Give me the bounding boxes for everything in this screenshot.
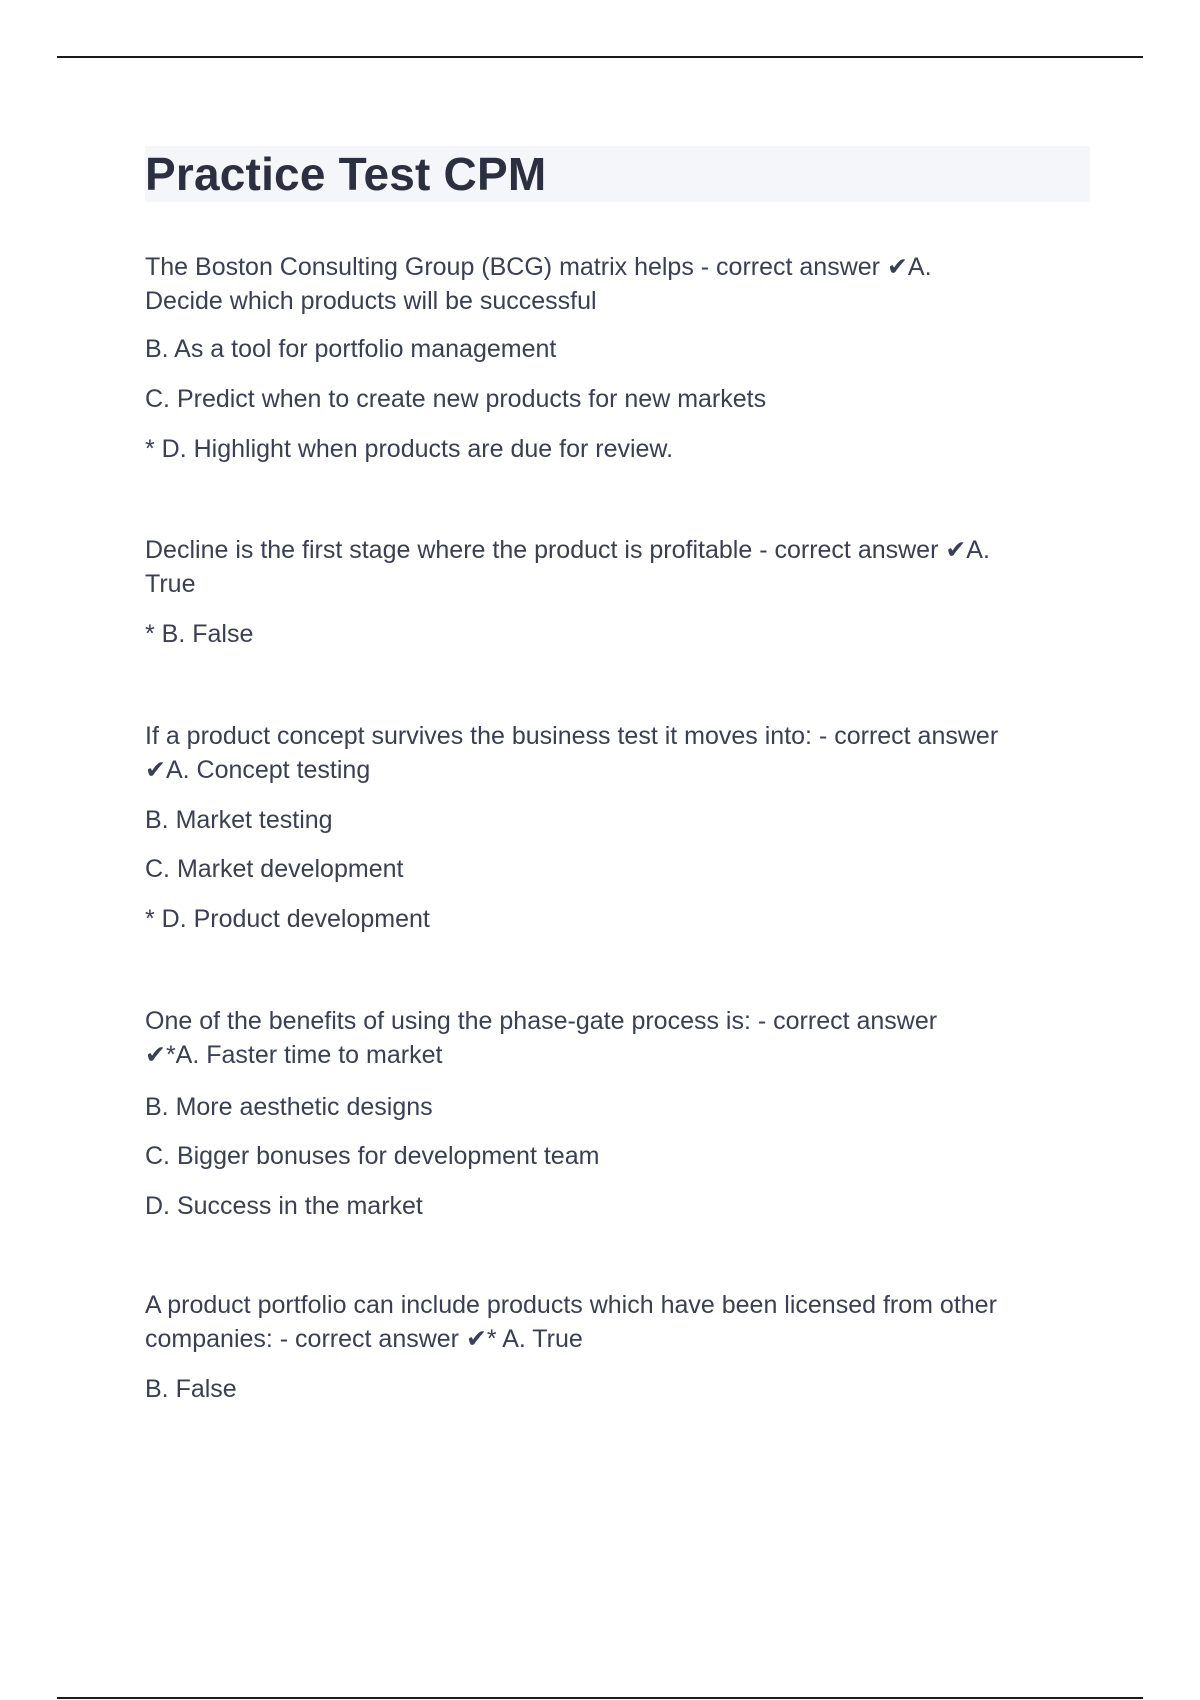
question-1-option-d: * D. Highlight when products are due for review. [145, 435, 674, 463]
question-3-option-c: C. Market development [145, 855, 404, 883]
question-3-line-1: If a product concept survives the business test it moves into: - correct answer [145, 722, 999, 750]
question-block-5 [145, 1288, 1090, 1406]
question-4-line-1: One of the benefits of using the phase-gate process is: - correct answer [145, 1007, 938, 1035]
question-5-line-2: companies: - correct answer ✔* A. True [145, 1325, 583, 1353]
question-2-line-2: True [145, 570, 196, 598]
question-5-line-1: A product portfolio can include products which have been licensed from other [145, 1291, 997, 1319]
question-1-line-1: The Boston Consulting Group (BCG) matrix helps - correct answer ✔A. [145, 253, 932, 281]
question-3-line-2: ✔A. Concept testing [145, 756, 371, 784]
question-1-text [145, 250, 1090, 318]
question-4-line-2: ✔*A. Faster time to market [145, 1041, 443, 1069]
question-1-option-b: B. As a tool for portfolio management [145, 335, 557, 363]
document-title: Practice Test CPM [145, 148, 547, 200]
document-body [145, 146, 1090, 1403]
question-4-text [145, 1004, 1090, 1072]
question-5-option-b: B. False [145, 1375, 237, 1403]
question-4-option-d: D. Success in the market [145, 1192, 423, 1220]
question-block-2 [145, 533, 1090, 651]
title-banner [145, 146, 1090, 202]
question-2-option-b: * B. False [145, 620, 254, 648]
question-1-option-c: C. Predict when to create new products for new markets [145, 385, 767, 413]
header-rule [57, 56, 1143, 58]
question-5-text [145, 1288, 1090, 1356]
question-block-3 [145, 719, 1090, 936]
question-block-4 [145, 1004, 1090, 1223]
question-3-text [145, 719, 1090, 787]
question-3-option-d: * D. Product development [145, 905, 430, 933]
question-2-text [145, 533, 1090, 601]
question-3-option-b: B. Market testing [145, 806, 333, 834]
question-2-line-1: Decline is the first stage where the product is profitable - correct answer ✔A. [145, 536, 990, 564]
question-4-option-b: B. More aesthetic designs [145, 1093, 433, 1121]
footer-rule [57, 1697, 1143, 1699]
question-1-line-2: Decide which products will be successful [145, 287, 597, 315]
question-4-option-c: C. Bigger bonuses for development team [145, 1142, 600, 1170]
question-block-1 [145, 250, 1090, 466]
